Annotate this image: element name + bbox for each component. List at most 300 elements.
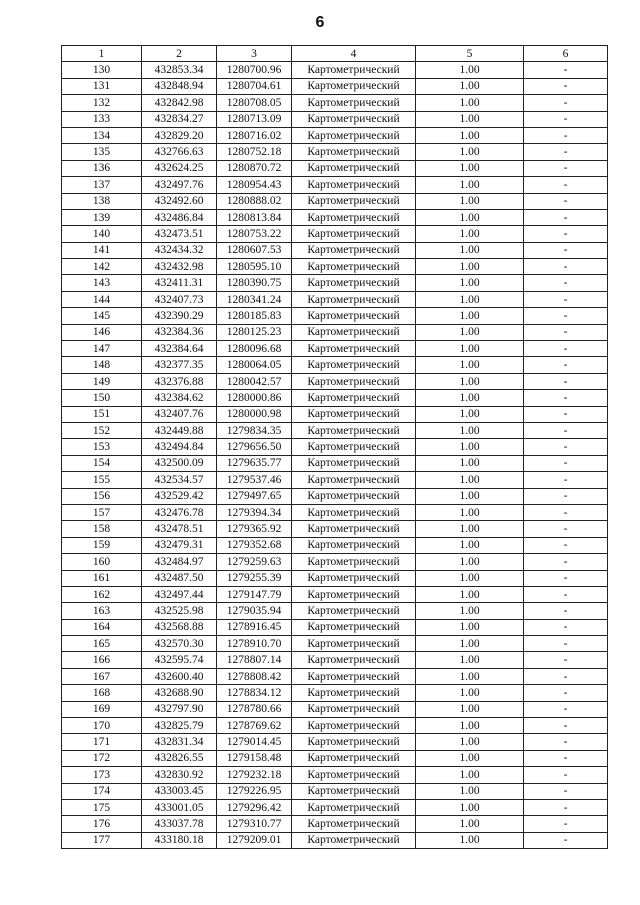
x-coordinate-cell: 432534.57 (142, 472, 217, 488)
point-number-cell: 131 (62, 78, 142, 94)
point-number-cell: 175 (62, 799, 142, 815)
x-coordinate-cell: 432688.90 (142, 685, 217, 701)
x-coordinate-cell: 432384.62 (142, 390, 217, 406)
point-number-cell: 160 (62, 554, 142, 570)
x-coordinate-cell: 432826.55 (142, 750, 217, 766)
accuracy-cell: 1.00 (416, 734, 524, 750)
note-cell: - (524, 586, 608, 602)
accuracy-cell: 1.00 (416, 308, 524, 324)
point-number-cell: 177 (62, 832, 142, 848)
point-number-cell: 141 (62, 242, 142, 258)
y-coordinate-cell: 1279232.18 (217, 767, 292, 783)
y-coordinate-cell: 1279365.92 (217, 521, 292, 537)
note-cell: - (524, 799, 608, 815)
point-number-cell: 161 (62, 570, 142, 586)
header-cell-2: 2 (142, 46, 217, 62)
y-coordinate-cell: 1279352.68 (217, 537, 292, 553)
point-number-cell: 156 (62, 488, 142, 504)
y-coordinate-cell: 1279226.95 (217, 783, 292, 799)
point-number-cell: 136 (62, 160, 142, 176)
note-cell: - (524, 750, 608, 766)
table-row (62, 488, 608, 504)
point-number-cell: 142 (62, 259, 142, 275)
x-coordinate-cell: 432390.29 (142, 308, 217, 324)
note-cell: - (524, 127, 608, 143)
accuracy-cell: 1.00 (416, 652, 524, 668)
header-cell-3: 3 (217, 46, 292, 62)
table-row (62, 636, 608, 652)
x-coordinate-cell: 432497.76 (142, 177, 217, 193)
table-row (62, 308, 608, 324)
method-cell: Картометрический (292, 357, 416, 373)
y-coordinate-cell: 1280341.24 (217, 291, 292, 307)
note-cell: - (524, 78, 608, 94)
x-coordinate-cell: 432831.34 (142, 734, 217, 750)
method-cell: Картометрический (292, 488, 416, 504)
x-coordinate-cell: 432484.97 (142, 554, 217, 570)
x-coordinate-cell: 432797.90 (142, 701, 217, 717)
method-cell: Картометрический (292, 701, 416, 717)
accuracy-cell: 1.00 (416, 685, 524, 701)
y-coordinate-cell: 1280185.83 (217, 308, 292, 324)
y-coordinate-cell: 1280888.02 (217, 193, 292, 209)
table-row (62, 127, 608, 143)
x-coordinate-cell: 432473.51 (142, 226, 217, 242)
point-number-cell: 137 (62, 177, 142, 193)
y-coordinate-cell: 1280713.09 (217, 111, 292, 127)
accuracy-cell: 1.00 (416, 718, 524, 734)
method-cell: Картометрический (292, 95, 416, 111)
accuracy-cell: 1.00 (416, 554, 524, 570)
x-coordinate-cell: 432500.09 (142, 455, 217, 471)
table-row (62, 554, 608, 570)
y-coordinate-cell: 1280716.02 (217, 127, 292, 143)
accuracy-cell: 1.00 (416, 160, 524, 176)
point-number-cell: 155 (62, 472, 142, 488)
point-number-cell: 144 (62, 291, 142, 307)
header-row (62, 46, 608, 62)
y-coordinate-cell: 1279158.48 (217, 750, 292, 766)
y-coordinate-cell: 1278808.42 (217, 668, 292, 684)
y-coordinate-cell: 1280752.18 (217, 144, 292, 160)
x-coordinate-cell: 432595.74 (142, 652, 217, 668)
note-cell: - (524, 652, 608, 668)
x-coordinate-cell: 432525.98 (142, 603, 217, 619)
table-row (62, 341, 608, 357)
point-number-cell: 133 (62, 111, 142, 127)
y-coordinate-cell: 1279310.77 (217, 816, 292, 832)
accuracy-cell: 1.00 (416, 226, 524, 242)
method-cell: Картометрический (292, 685, 416, 701)
accuracy-cell: 1.00 (416, 799, 524, 815)
y-coordinate-cell: 1279014.45 (217, 734, 292, 750)
accuracy-cell: 1.00 (416, 406, 524, 422)
point-number-cell: 154 (62, 455, 142, 471)
x-coordinate-cell: 432848.94 (142, 78, 217, 94)
method-cell: Картометрический (292, 160, 416, 176)
note-cell: - (524, 275, 608, 291)
y-coordinate-cell: 1280064.05 (217, 357, 292, 373)
y-coordinate-cell: 1280704.61 (217, 78, 292, 94)
table-row (62, 586, 608, 602)
note-cell: - (524, 324, 608, 340)
accuracy-cell: 1.00 (416, 488, 524, 504)
y-coordinate-cell: 1279259.63 (217, 554, 292, 570)
accuracy-cell: 1.00 (416, 324, 524, 340)
note-cell: - (524, 521, 608, 537)
table-row (62, 783, 608, 799)
method-cell: Картометрический (292, 652, 416, 668)
point-number-cell: 143 (62, 275, 142, 291)
y-coordinate-cell: 1280000.86 (217, 390, 292, 406)
x-coordinate-cell: 432853.34 (142, 62, 217, 78)
x-coordinate-cell: 432486.84 (142, 209, 217, 225)
accuracy-cell: 1.00 (416, 455, 524, 471)
y-coordinate-cell: 1279834.35 (217, 422, 292, 438)
header-cell-5: 5 (416, 46, 524, 62)
method-cell: Картометрический (292, 504, 416, 520)
x-coordinate-cell: 432476.78 (142, 504, 217, 520)
method-cell: Картометрический (292, 718, 416, 734)
point-number-cell: 173 (62, 767, 142, 783)
y-coordinate-cell: 1280125.23 (217, 324, 292, 340)
note-cell: - (524, 439, 608, 455)
note-cell: - (524, 718, 608, 734)
accuracy-cell: 1.00 (416, 259, 524, 275)
table-row (62, 373, 608, 389)
x-coordinate-cell: 432494.84 (142, 439, 217, 455)
table-row (62, 242, 608, 258)
method-cell: Картометрический (292, 422, 416, 438)
y-coordinate-cell: 1280000.98 (217, 406, 292, 422)
y-coordinate-cell: 1280954.43 (217, 177, 292, 193)
x-coordinate-cell: 432766.63 (142, 144, 217, 160)
note-cell: - (524, 504, 608, 520)
x-coordinate-cell: 433001.05 (142, 799, 217, 815)
point-number-cell: 147 (62, 341, 142, 357)
point-number-cell: 170 (62, 718, 142, 734)
point-number-cell: 164 (62, 619, 142, 635)
table-row (62, 406, 608, 422)
table-row (62, 209, 608, 225)
point-number-cell: 169 (62, 701, 142, 717)
note-cell: - (524, 193, 608, 209)
y-coordinate-cell: 1279635.77 (217, 455, 292, 471)
point-number-cell: 157 (62, 504, 142, 520)
method-cell: Картометрический (292, 111, 416, 127)
table-row (62, 652, 608, 668)
method-cell: Картометрический (292, 472, 416, 488)
header-cell-4: 4 (292, 46, 416, 62)
note-cell: - (524, 455, 608, 471)
table-row (62, 750, 608, 766)
table-row (62, 324, 608, 340)
x-coordinate-cell: 432825.79 (142, 718, 217, 734)
note-cell: - (524, 291, 608, 307)
method-cell: Картометрический (292, 144, 416, 160)
note-cell: - (524, 259, 608, 275)
note-cell: - (524, 422, 608, 438)
x-coordinate-cell: 432478.51 (142, 521, 217, 537)
point-number-cell: 148 (62, 357, 142, 373)
accuracy-cell: 1.00 (416, 373, 524, 389)
table-row (62, 767, 608, 783)
note-cell: - (524, 619, 608, 635)
y-coordinate-cell: 1280390.75 (217, 275, 292, 291)
accuracy-cell: 1.00 (416, 341, 524, 357)
note-cell: - (524, 636, 608, 652)
note-cell: - (524, 537, 608, 553)
method-cell: Картометрический (292, 832, 416, 848)
point-number-cell: 159 (62, 537, 142, 553)
point-number-cell: 167 (62, 668, 142, 684)
point-number-cell: 149 (62, 373, 142, 389)
note-cell: - (524, 701, 608, 717)
method-cell: Картометрический (292, 242, 416, 258)
accuracy-cell: 1.00 (416, 586, 524, 602)
accuracy-cell: 1.00 (416, 275, 524, 291)
table-row (62, 619, 608, 635)
accuracy-cell: 1.00 (416, 357, 524, 373)
accuracy-cell: 1.00 (416, 209, 524, 225)
method-cell: Картометрический (292, 127, 416, 143)
page-number: 6 (315, 14, 325, 31)
method-cell: Картометрический (292, 209, 416, 225)
point-number-cell: 171 (62, 734, 142, 750)
table-row (62, 537, 608, 553)
note-cell: - (524, 783, 608, 799)
table-row (62, 472, 608, 488)
table-row (62, 816, 608, 832)
accuracy-cell: 1.00 (416, 636, 524, 652)
method-cell: Картометрический (292, 226, 416, 242)
table-row (62, 718, 608, 734)
point-number-cell: 168 (62, 685, 142, 701)
x-coordinate-cell: 432479.31 (142, 537, 217, 553)
table-row (62, 95, 608, 111)
table-row (62, 799, 608, 815)
y-coordinate-cell: 1280595.10 (217, 259, 292, 275)
accuracy-cell: 1.00 (416, 472, 524, 488)
method-cell: Картометрический (292, 390, 416, 406)
accuracy-cell: 1.00 (416, 668, 524, 684)
accuracy-cell: 1.00 (416, 193, 524, 209)
table-row (62, 504, 608, 520)
table-row (62, 177, 608, 193)
x-coordinate-cell: 432407.76 (142, 406, 217, 422)
note-cell: - (524, 111, 608, 127)
method-cell: Картометрический (292, 373, 416, 389)
note-cell: - (524, 472, 608, 488)
method-cell: Картометрический (292, 767, 416, 783)
table-row (62, 668, 608, 684)
x-coordinate-cell: 432492.60 (142, 193, 217, 209)
point-number-cell: 165 (62, 636, 142, 652)
method-cell: Картометрический (292, 603, 416, 619)
note-cell: - (524, 406, 608, 422)
method-cell: Картометрический (292, 734, 416, 750)
method-cell: Картометрический (292, 406, 416, 422)
table-row (62, 193, 608, 209)
accuracy-cell: 1.00 (416, 291, 524, 307)
accuracy-cell: 1.00 (416, 422, 524, 438)
x-coordinate-cell: 432384.36 (142, 324, 217, 340)
y-coordinate-cell: 1279035.94 (217, 603, 292, 619)
y-coordinate-cell: 1280096.68 (217, 341, 292, 357)
accuracy-cell: 1.00 (416, 767, 524, 783)
table-row (62, 62, 608, 78)
point-number-cell: 132 (62, 95, 142, 111)
note-cell: - (524, 95, 608, 111)
point-number-cell: 130 (62, 62, 142, 78)
accuracy-cell: 1.00 (416, 570, 524, 586)
y-coordinate-cell: 1279255.39 (217, 570, 292, 586)
point-number-cell: 153 (62, 439, 142, 455)
x-coordinate-cell: 432568.88 (142, 619, 217, 635)
table-row (62, 357, 608, 373)
x-coordinate-cell: 432449.88 (142, 422, 217, 438)
x-coordinate-cell: 432830.92 (142, 767, 217, 783)
accuracy-cell: 1.00 (416, 832, 524, 848)
note-cell: - (524, 603, 608, 619)
accuracy-cell: 1.00 (416, 78, 524, 94)
method-cell: Картометрический (292, 193, 416, 209)
table-row (62, 832, 608, 848)
accuracy-cell: 1.00 (416, 619, 524, 635)
method-cell: Картометрический (292, 78, 416, 94)
table-row (62, 603, 608, 619)
method-cell: Картометрический (292, 537, 416, 553)
method-cell: Картометрический (292, 668, 416, 684)
table-row (62, 422, 608, 438)
method-cell: Картометрический (292, 259, 416, 275)
table-row (62, 259, 608, 275)
accuracy-cell: 1.00 (416, 603, 524, 619)
table-row (62, 439, 608, 455)
method-cell: Картометрический (292, 816, 416, 832)
x-coordinate-cell: 432600.40 (142, 668, 217, 684)
table-row (62, 144, 608, 160)
method-cell: Картометрический (292, 750, 416, 766)
point-number-cell: 140 (62, 226, 142, 242)
point-number-cell: 172 (62, 750, 142, 766)
table-row (62, 275, 608, 291)
point-number-cell: 162 (62, 586, 142, 602)
table-row (62, 570, 608, 586)
table-row (62, 734, 608, 750)
x-coordinate-cell: 432834.27 (142, 111, 217, 127)
method-cell: Картометрический (292, 324, 416, 340)
x-coordinate-cell: 432411.31 (142, 275, 217, 291)
method-cell: Картометрический (292, 521, 416, 537)
point-number-cell: 150 (62, 390, 142, 406)
method-cell: Картометрический (292, 341, 416, 357)
method-cell: Картометрический (292, 177, 416, 193)
point-number-cell: 134 (62, 127, 142, 143)
x-coordinate-cell: 432384.64 (142, 341, 217, 357)
x-coordinate-cell: 432487.50 (142, 570, 217, 586)
method-cell: Картометрический (292, 570, 416, 586)
note-cell: - (524, 685, 608, 701)
table-header (62, 46, 608, 62)
note-cell: - (524, 226, 608, 242)
note-cell: - (524, 144, 608, 160)
y-coordinate-cell: 1280813.84 (217, 209, 292, 225)
method-cell: Картометрический (292, 586, 416, 602)
header-cell-1: 1 (62, 46, 142, 62)
header-cell-6: 6 (524, 46, 608, 62)
x-coordinate-cell: 432842.98 (142, 95, 217, 111)
y-coordinate-cell: 1280700.96 (217, 62, 292, 78)
note-cell: - (524, 160, 608, 176)
table-row (62, 291, 608, 307)
x-coordinate-cell: 433180.18 (142, 832, 217, 848)
y-coordinate-cell: 1278910.70 (217, 636, 292, 652)
accuracy-cell: 1.00 (416, 504, 524, 520)
table-row (62, 390, 608, 406)
point-number-cell: 139 (62, 209, 142, 225)
y-coordinate-cell: 1278780.66 (217, 701, 292, 717)
point-number-cell: 174 (62, 783, 142, 799)
point-number-cell: 152 (62, 422, 142, 438)
method-cell: Картометрический (292, 291, 416, 307)
accuracy-cell: 1.00 (416, 144, 524, 160)
note-cell: - (524, 390, 608, 406)
method-cell: Картометрический (292, 455, 416, 471)
accuracy-cell: 1.00 (416, 439, 524, 455)
x-coordinate-cell: 432570.30 (142, 636, 217, 652)
table-row (62, 521, 608, 537)
note-cell: - (524, 554, 608, 570)
note-cell: - (524, 767, 608, 783)
note-cell: - (524, 242, 608, 258)
coordinates-table (61, 45, 608, 849)
point-number-cell: 151 (62, 406, 142, 422)
x-coordinate-cell: 432829.20 (142, 127, 217, 143)
accuracy-cell: 1.00 (416, 390, 524, 406)
accuracy-cell: 1.00 (416, 95, 524, 111)
y-coordinate-cell: 1279296.42 (217, 799, 292, 815)
y-coordinate-cell: 1278769.62 (217, 718, 292, 734)
y-coordinate-cell: 1278916.45 (217, 619, 292, 635)
accuracy-cell: 1.00 (416, 701, 524, 717)
method-cell: Картометрический (292, 619, 416, 635)
note-cell: - (524, 308, 608, 324)
note-cell: - (524, 832, 608, 848)
y-coordinate-cell: 1280042.57 (217, 373, 292, 389)
x-coordinate-cell: 432377.35 (142, 357, 217, 373)
note-cell: - (524, 209, 608, 225)
note-cell: - (524, 62, 608, 78)
y-coordinate-cell: 1279394.34 (217, 504, 292, 520)
x-coordinate-cell: 432529.42 (142, 488, 217, 504)
table-row (62, 111, 608, 127)
point-number-cell: 135 (62, 144, 142, 160)
y-coordinate-cell: 1278834.12 (217, 685, 292, 701)
note-cell: - (524, 668, 608, 684)
note-cell: - (524, 177, 608, 193)
note-cell: - (524, 816, 608, 832)
table-body (62, 62, 608, 849)
accuracy-cell: 1.00 (416, 62, 524, 78)
point-number-cell: 138 (62, 193, 142, 209)
method-cell: Картометрический (292, 275, 416, 291)
accuracy-cell: 1.00 (416, 177, 524, 193)
x-coordinate-cell: 432407.73 (142, 291, 217, 307)
point-number-cell: 163 (62, 603, 142, 619)
method-cell: Картометрический (292, 308, 416, 324)
table-row (62, 78, 608, 94)
